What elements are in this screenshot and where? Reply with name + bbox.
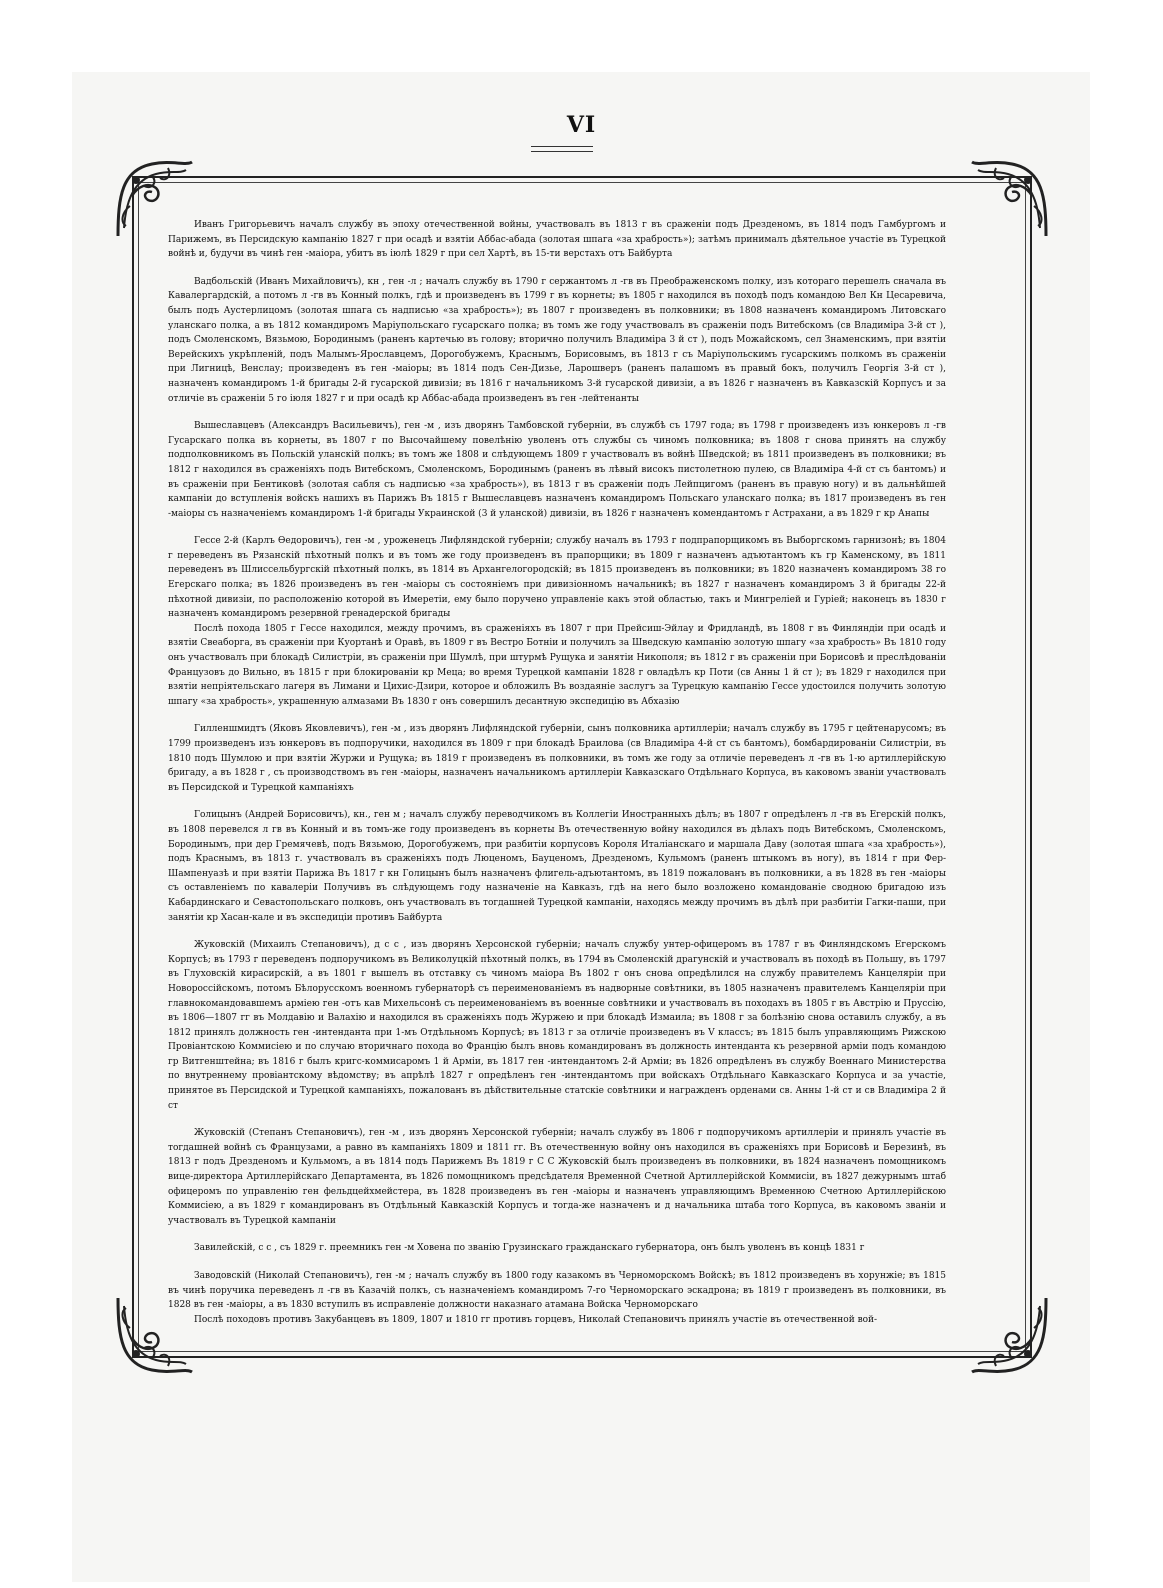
page-number: VI: [566, 112, 597, 138]
entry-zhukovsky-mikhail: Жуковскій (Михаилъ Степановичъ), д с с , изъ дворянъ Херсонской губерніи; началъ службу унтер-офицеромъ въ 1787 г въ Финляндскомъ Егерскомъ Корпусѣ; въ 1793 г переведенъ подпоручикомъ въ Великолуцкій пѣхотный полкъ, въ 1794 въ Смоленскій драгунскій и участвовалъ въ походѣ въ Польшу, въ 1797 въ Глуховскій кирасирскій, а въ 1801 г вышелъ въ отставку съ чиномъ маіора Въ 1802 г онъ снова опредѣлился на службу правителемъ Канцеляріи при Новороссійскомъ, потомъ Бѣлорусскомъ военномъ губернаторѣ съ переименованіемъ въ надворные совѣтники, въ 1805 назначенъ правителемъ Канцеляріи при главнокомандовавшемъ арміею ген -отъ кав Михельсонѣ съ переименованіемъ въ военные совѣтники и участвовалъ въ походахъ въ 1805 г въ Австрію и Пруссію, въ 1806—1807 гг въ Молдавію и Валахію и находился въ сраженіяхъ подъ Журжею и при блокадѣ Измаила; въ 1808 г за болѣзнію снова оставилъ службу, а въ 1812 принялъ должность ген -интенданта при 1-мъ Отдѣльномъ Корпусѣ; въ 1813 г за отличіе произведенъ въ V классъ; въ 1815 былъ управляющимъ Рижскою Провіантскою Коммисіею и по случаю вторичнаго похода во Францію былъ вновь командированъ въ должность интенданта къ резервной арміи подъ командою гр Витгенштейна; въ 1816 г былъ кригс-коммисаромъ 1 й Арміи, въ 1817 ген -интендантомъ 2-й Арміи; въ 1826 опредѣленъ въ службу Военнаго Министерства по внутреннему провіантскому вѣдомству; въ апрѣлѣ 1827 г опредѣленъ ген -интендантомъ при войскахъ Отдѣльнаго Кавказскаго Корпуса и за участіе, принятое въ Персидской и Турецкой кампаніяхъ, пожалованъ въ дѣйствительные статскіе совѣтники и награжденъ орденами св. Анны 1-й ст и св Владиміра 2 й ст: [168, 940, 946, 1111]
entry-vadbolsky: Вадбольскій (Иванъ Михайловичъ), кн , ген -л ; началъ службу въ 1790 г сержантомъ л -гв въ Преображенскомъ полку, изъ котораго перешелъ сначала въ Кавалергардскій, а потомъ л -гв въ Конный полкъ, гдѣ и произведенъ въ 1799 г въ корнеты; въ 1805 г находился въ походѣ подъ командою Вел Кн Цесаревича, былъ подъ Аустерлицомъ (золотая шпага съ надписью «за храбрость»); въ 1807 г произведенъ въ полковники; въ 1808 назначенъ командиромъ Литовскаго уланскаго полка, а въ 1812 командиромъ Маріупольскаго гусарскаго полка; въ томъ же году участвовалъ въ сраженіи подъ Витебскомъ (св Владиміра 3-й ст ), подъ Смоленскомъ, Вязьмою, Бородинымъ (раненъ картечью въ голову; вторично получилъ Владиміра 3 й ст ), подъ Можайскомъ, сел Знаменскимъ, при взятіи Верейскихъ укрѣпленій, подъ Малымъ-Ярославцемъ, Дорогобужемъ, Краснымъ, Борисовымъ, въ 1813 г съ Маріупольскимъ гусарскимъ полкомъ въ сраженіи при Лигницѣ, Венслау; произведенъ въ ген -маіоры; въ 1814 подъ Сен-Дизье, Ларошверъ (раненъ палашомъ въ правый бокъ, получилъ Георгія 3-й ст ), назначенъ командиромъ 1-й бригады 2-й гусарской дивизіи; въ 1816 г начальникомъ 3-й гусарской дивизіи, а въ 1826 г назначенъ въ Кавказскій Корпусъ и за отличіе въ сраженіи 5 го іюля 1827 г и при осадѣ кр Аббас-абада произведенъ въ ген -лейтенанты: [168, 276, 946, 404]
entry-zavodovsky: Заводовскій (Николай Степановичъ), ген -м ; началъ службу въ 1800 году казакомъ въ Черноморскомъ Войскѣ; въ 1812 произведенъ въ хорунжіе; въ 1815 въ чинѣ поручика переведенъ л -гв въ Казачій полкъ, съ назначеніемъ командиромъ 7-го Черноморскаго эскадрона; въ 1819 г произведенъ въ полковники, въ 1828 въ ген -маіоры, а въ 1830 вступилъ въ исправленіе должности наказнаго атамана Войска Черноморскаго: [168, 1271, 946, 1311]
entry-ivan-grigorievich: Иванъ Григорьевичъ началъ службу въ эпоху отечественной войны, участвовалъ въ 1813 г въ сраженіи подъ Дрезденомъ, въ 1814 подъ Гамбургомъ и Парижемъ, въ Персидскую кампанію 1827 г при осадѣ и взятіи Аббас-абада (золотая шпага «за храбрость»); затѣмъ принималъ дѣятельное участіе въ Турецкой войнѣ и, будучи въ чинѣ ген -маіора, убитъ въ іюлѣ 1829 г при сел Хартѣ, въ 15-ти верстахъ отъ Байбурта: [168, 220, 946, 260]
entry-golitsyn: Голицынъ (Андрей Борисовичъ), кн., ген м ; началъ службу переводчикомъ въ Коллегіи Иностранныхъ дѣлъ; въ 1807 г опредѣленъ л -гв въ Егерскій полкъ, въ 1808 перевелся л гв въ Конный и въ томъ-же году произведенъ въ корнеты Въ отечественную войну находился въ дѣлахъ подъ Витебскомъ, Смоленскомъ, Бородинымъ, при дер Гремячевѣ, подъ Вязьмою, Дорогобужемъ, при разбитіи корпусовъ Короля Италіанскаго и маршала Даву (золотая шпага «за храбрость»), подъ Краснымъ, въ 1813 г. участвовалъ въ сраженіяхъ подъ Люценомъ, Бауценомъ, Дрезденомъ, Кульмомъ (раненъ штыкомъ въ ногу), въ 1814 г при Фер-Шампенуазѣ и при взятіи Парижа Въ 1817 г кн Голицынъ былъ назначенъ флигель-адъютантомъ, въ 1819 пожалованъ въ полковники, а въ 1828 въ ген -маіоры съ оставленіемъ по кавалеріи Получивъ въ слѣдующемъ году назначеніе на Кавказъ, гдѣ на него было возложено командованіе сводною бригадою изъ Кабардинскаго и Севастопольскаго полковъ, онъ участвовалъ въ тогдашней Турецкой кампаніи, находясь между прочимъ въ дѣлѣ при разбитіи Гагки-паши, при занятіи кр Хасан-кале и въ экспедиціи противъ Байбурта: [168, 810, 946, 923]
entry-gillenshmidt: Гилленшмидтъ (Яковъ Яковлевичъ), ген -м , изъ дворянъ Лифляндской губерніи, сынъ полковника артиллеріи; началъ службу въ 1795 г цейтенарусомъ; въ 1799 произведенъ изъ юнкеровъ въ подпоручики, находился въ 1809 г при блокадѣ Браилова (св Владиміра 4-й ст съ бантомъ), бомбардированіи Силистріи, въ 1810 подъ Шумлою и при взятіи Журжи и Рущука; въ 1819 г произведенъ въ полковники, въ томъ же году за отличіе переведенъ л -гв въ 1-ю артиллерійскую бригаду, а въ 1828 г , съ производствомъ въ ген -маіоры, назначенъ начальникомъ артиллеріи Кавказскаго Отдѣльнаго Корпуса, въ каковомъ званіи участвовалъ въ Персидской и Турецкой кампаніяхъ: [168, 724, 946, 793]
corner-ornament-icon: [966, 1292, 1052, 1378]
corner-ornament-icon: [966, 156, 1052, 242]
entry-zavodovsky-continued: Послѣ походовъ противъ Закубанцевъ въ 1809, 1807 и 1810 гг противъ горцевъ, Николай Степановичъ принялъ участіе въ отечественной вой-: [194, 1314, 878, 1325]
entry-gesse-continued: Послѣ похода 1805 г Гессе находился, между прочимъ, въ сраженіяхъ въ 1807 г при Прейсиш-Эйлау и Фридландѣ, въ 1808 г въ Финляндіи при осадѣ и взятіи Свеаборга, въ сраженіи при Куортанѣ и Оравѣ, въ 1809 г въ Вестро Ботніи и получилъ за Шведскую кампанію золотую шпагу «за храбрость» Въ 1810 году онъ участвовалъ при блокадѣ Силистріи, въ сраженіи при Шумлѣ, при штурмѣ Рущука и занятіи Никополя; въ 1812 г въ сраженіи при Борисовѣ и преслѣдованіи Французовъ до Вильно, въ 1815 г при блокированіи кр Меца; во время Турецкой кампаніи 1828 г овладѣлъ кр Поти (св Анны 1 й ст ); въ 1829 г находился при взятіи непріятельскаго лагеря въ Лимани и Цихис-Дзири, которое и обложилъ Въ воздаяніе заслугъ за Турецкую кампанію Гессе удостоился получить золотую шпагу «за храбрость», украшенную алмазами Въ 1830 г онъ совершилъ десантную экспедицію въ Абхазію: [168, 623, 946, 707]
entry-zavileysky: Завилейскій, с с , съ 1829 г. преемникъ ген -м Ховена по званію Грузинскаго гражданскаго губернатора, онъ былъ уволенъ въ концѣ 1831 г: [194, 1243, 865, 1254]
entry-zhukovsky-stepan: Жуковскій (Степанъ Степановичъ), ген -м , изъ дворянъ Херсонской губерніи; началъ службу въ 1806 г подпоручикомъ артиллеріи и принялъ участіе въ тогдашней войнѣ съ Французами, а равно въ кампаніяхъ 1809 и 1811 гг. Въ отечественную войну онъ находился въ сраженіяхъ при Борисовѣ и Березинѣ, въ 1813 г подъ Дрезденомъ и Кульмомъ, а въ 1814 подъ Парижемъ Въ 1819 г С С Жуковскій былъ произведенъ въ полковники, въ 1824 назначенъ помощникомъ вице-директора Артиллерійскаго Департамента, въ 1826 помощникомъ предсѣдателя Временной Счетной Артиллерійской Коммисіи, въ 1827 дежурнымъ штаб офицеромъ по управленію ген фельдцейхмейстера, въ 1828 произведенъ въ ген -маіоры и назначенъ управляющимъ Временною Счетною Артиллерійскою Коммисіею, а въ 1829 г командированъ въ Отдѣльный Кавказскій Корпусъ и тогда-же назначенъ и д начальника штаба того Корпуса, въ каковомъ званіи и участвовалъ въ Турецкой кампаніи: [168, 1128, 946, 1226]
entry-gesse: Гессе 2-й (Карлъ Ѳедоровичъ), ген -м , уроженецъ Лифляндской губерніи; службу началъ въ 1793 г подпрапорщикомъ въ Выборгскомъ гарнизонѣ; въ 1804 г переведенъ въ Рязанскій пѣхотный полкъ и въ томъ же году произведенъ въ прапорщики; въ 1809 г назначенъ адъютантомъ къ гр Каменскому, въ 1811 переведенъ въ Шлиссельбургскій пѣхотный полкъ, въ 1814 въ Архангелогородскій; въ 1815 произведенъ въ полковники; въ 1820 назначенъ командиромъ 38 го Егерскаго полка; въ 1826 произведенъ въ ген -маіоры съ состояніемъ при дивизіонномъ начальникѣ; въ 1827 г назначенъ командиромъ 3 й бригады 22-й пѣхотной дивизіи, по расположенію которой въ Имеретіи, ему было поручено управленіе какъ этой областью, такъ и Мингреліей и Гуріей; наконецъ въ 1830 г назначенъ командиромъ резервной гренадерской бригады: [168, 536, 946, 620]
biography-text: [168, 218, 946, 1340]
entry-vysheslavtsev: Вышеславцевъ (Александръ Васильевичъ), ген -м , изъ дворянъ Тамбовской губерніи, въ службѣ съ 1797 года; въ 1798 г произведенъ изъ юнкеровъ л -гв Гусарскаго полка въ корнеты, въ 1807 г по Высочайшему повелѣнію уволенъ отъ службы съ чиномъ полковника; въ 1808 г снова принятъ на службу подполковникомъ въ Польскій уланскій полкъ; въ томъ же 1808 и слѣдующемъ 1809 г участвовалъ въ войнѣ Шведской; въ 1811 произведенъ въ полковники; въ 1812 г находился въ сраженіяхъ подъ Витебскомъ, Смоленскомъ, Бородинымъ (раненъ въ лѣвый високъ пистолетною пулею, св Владиміра 4-й ст съ бантомъ) и въ сраженіи при Бентиковѣ (золотая сабля съ надписью «за храбрость»), въ 1813 г въ сраженіи подъ Лейпцигомъ (раненъ въ правую ногу) и въ дальнѣйшей кампаніи до вступленія войскъ нашихъ въ Парижъ Въ 1815 г Вышеславцевъ назначенъ командиромъ Польскаго уланскаго полка; въ 1817 произведенъ въ ген -маіоры съ назначеніемъ командиромъ 1-й бригады Украинской (3 й уланской) дивизіи, въ 1826 г назначенъ комендантомъ г Астрахани, а въ 1829 г кр Анапы: [168, 421, 946, 519]
page-number-underline: [531, 146, 593, 152]
